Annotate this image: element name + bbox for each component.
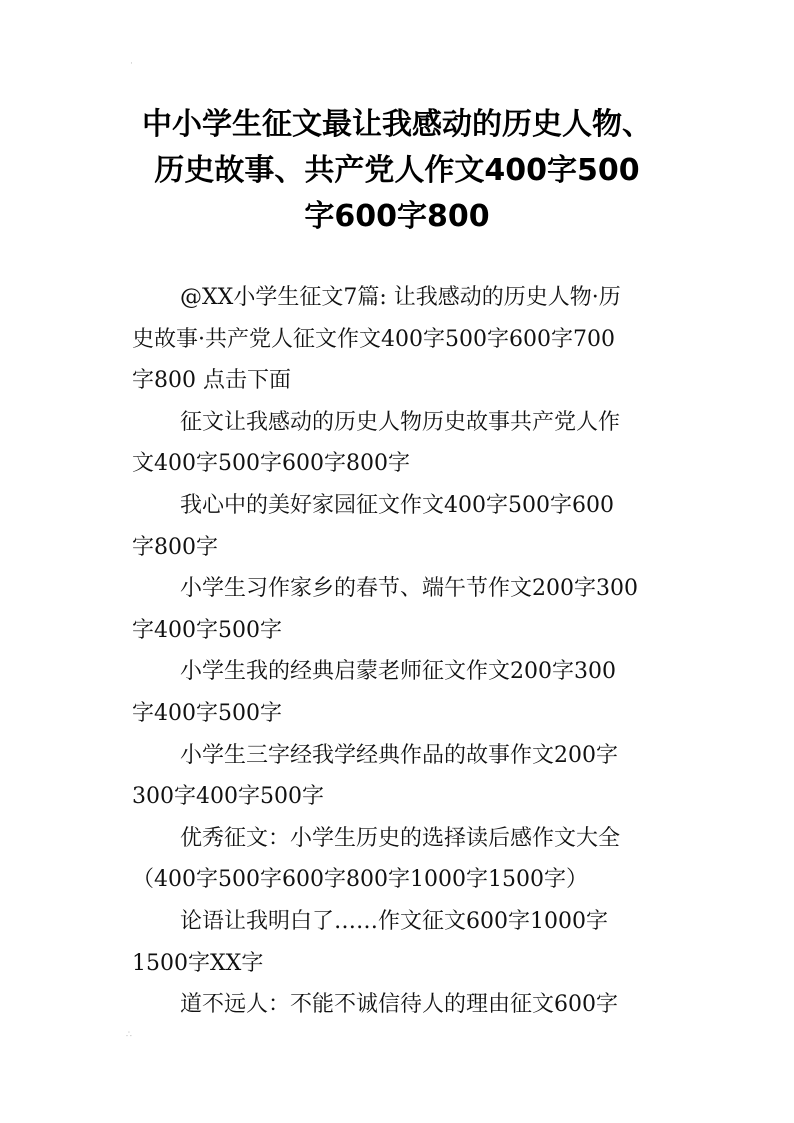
paragraph-line: 小学生习作家乡的春节、端午节作文200字300 — [180, 576, 638, 602]
paragraph-line: 300字400字500字 — [132, 784, 324, 810]
paragraph-line: 征文让我感动的历史人物历史故事共产党人作 — [180, 409, 621, 435]
corner-mark-bottom-left: ∴ — [126, 1030, 132, 1040]
paragraph-line: 我心中的美好家园征文作文400字500字600 — [180, 492, 614, 518]
paragraph-line: 道不远人：不能不诚信待人的理由征文600字 — [180, 992, 618, 1018]
paragraph — [132, 485, 672, 568]
corner-mark-top-left: · — [130, 59, 133, 69]
paragraph-line: 1500字XX字 — [132, 950, 264, 976]
paragraph-line: （400字500字600字800字1000字1500字） — [132, 867, 588, 893]
paragraph-line: 史故事·共产党人征文作文400字500字600字700 — [132, 326, 615, 352]
paragraph-line: 字800 点击下面 — [132, 368, 291, 394]
paragraph-line: 文400字500字600字800字 — [132, 451, 410, 477]
paragraph — [132, 818, 672, 901]
paragraph-line: 优秀征文：小学生历史的选择读后感作文大全 — [180, 825, 621, 851]
paragraph-line: 字400字500字 — [132, 700, 282, 726]
paragraph-line: 小学生我的经典启蒙老师征文作文200字300 — [180, 659, 616, 685]
paragraph — [132, 651, 672, 734]
paragraph — [132, 984, 672, 1026]
paragraph — [132, 402, 672, 485]
title-line: 历史故事、共产党人作文400字500 — [154, 153, 640, 188]
paragraph — [132, 277, 672, 402]
title-line: 中小学生征文最让我感动的历史人物、 — [142, 107, 652, 142]
paragraph — [132, 568, 672, 651]
title-line: 字600字800 — [304, 199, 490, 234]
paragraph — [132, 901, 672, 984]
document-body — [132, 277, 672, 1026]
document-title — [110, 102, 684, 240]
paragraph-line: @XX小学生征文7篇: 让我感动的历史人物·历 — [180, 285, 621, 310]
paragraph-line: 论语让我明白了……作文征文600字1000字 — [180, 908, 608, 934]
paragraph-line: 字400字500字 — [132, 617, 282, 643]
paragraph-line: 字800字 — [132, 534, 218, 560]
paragraph — [132, 735, 672, 818]
paragraph-line: 小学生三字经我学经典作品的故事作文200字 — [180, 742, 618, 768]
